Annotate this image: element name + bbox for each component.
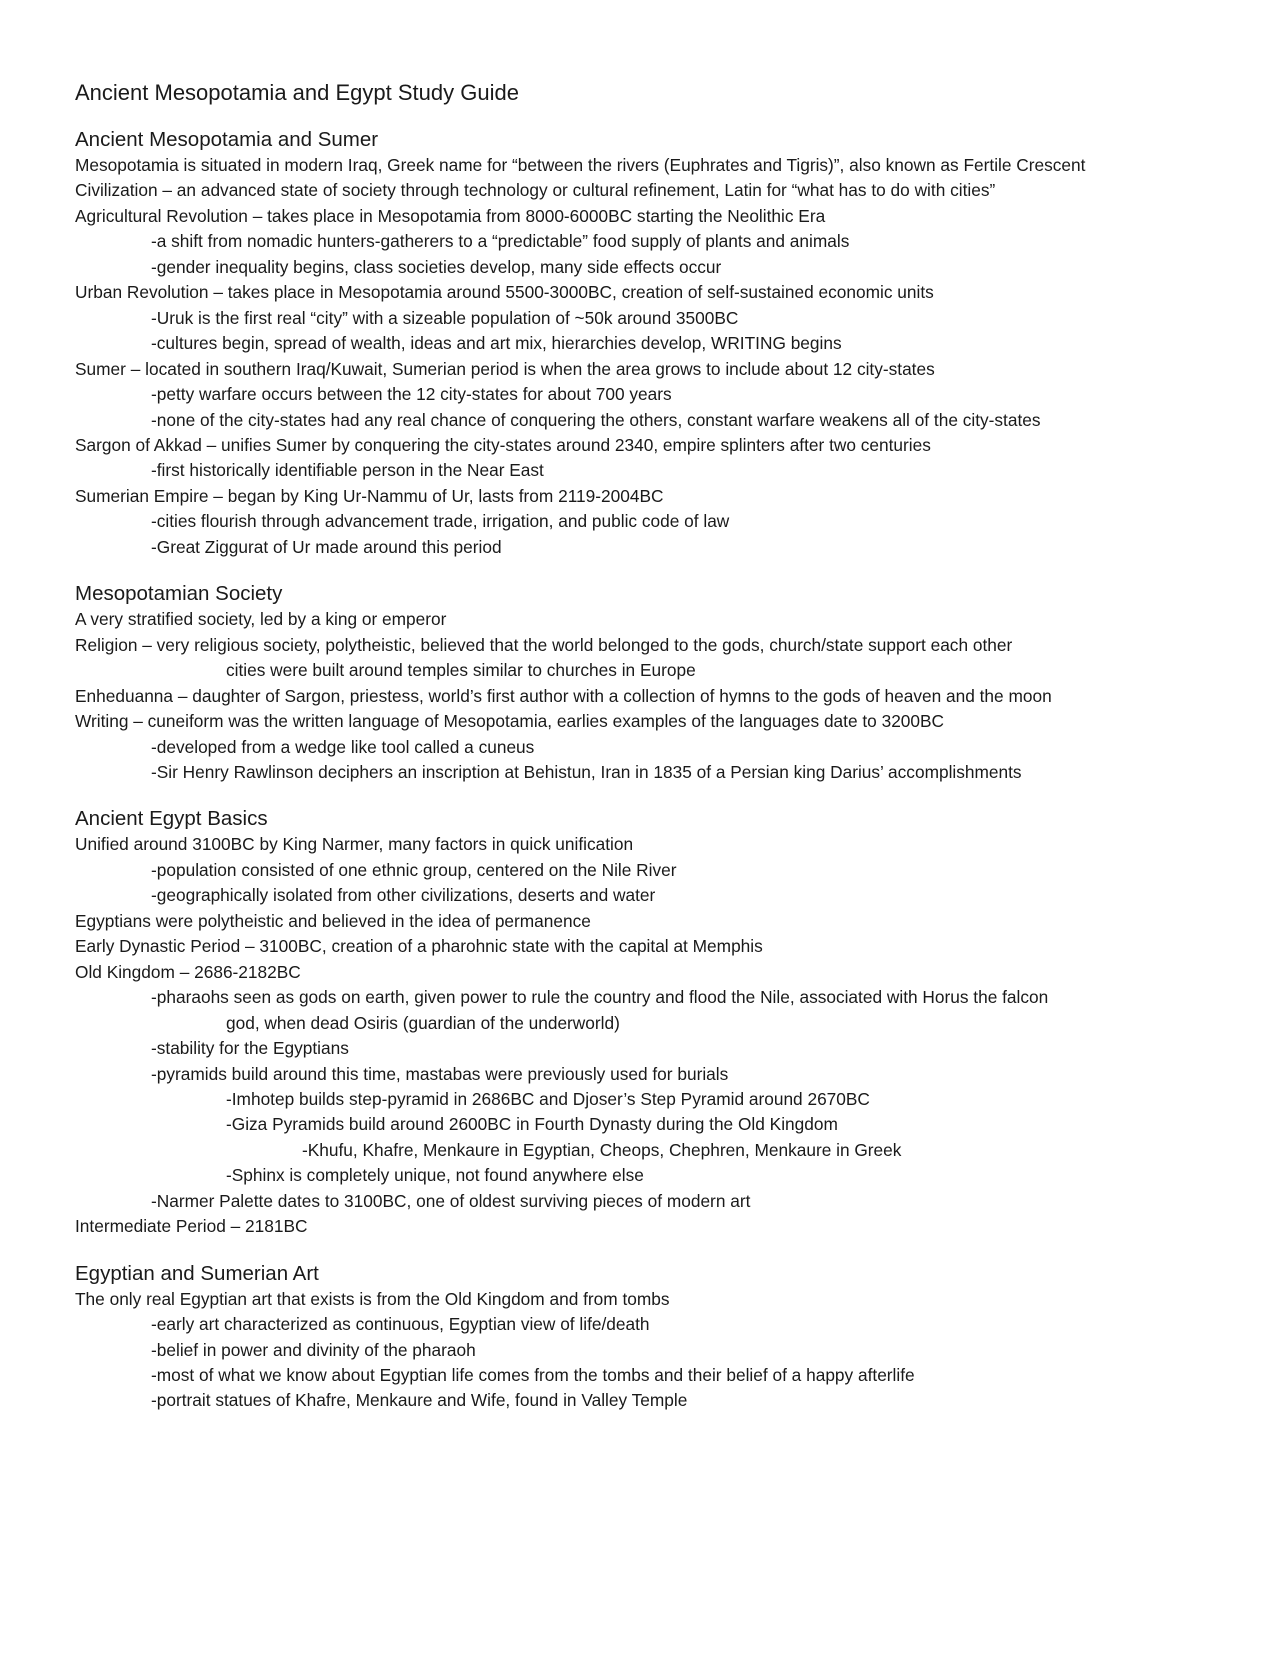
body-line: Early Dynastic Period – 3100BC, creation of a pharohnic state with the capital at Memphis <box>75 936 763 957</box>
bullet-line: -Uruk is the first real “city” with a sizeable population of ~50k around 3500BC <box>151 307 739 328</box>
bullet-line: -Narmer Palette dates to 3100BC, one of oldest surviving pieces of modern art <box>151 1190 751 1211</box>
bullet-line: -Imhotep builds step-pyramid in 2686BC and Djoser’s Step Pyramid around 2670BC <box>226 1088 870 1109</box>
bullet-line: -stability for the Egyptians <box>151 1038 349 1059</box>
section-heading: Mesopotamian Society <box>75 582 283 606</box>
document-title: Ancient Mesopotamia and Egypt Study Guide <box>75 80 519 105</box>
bullet-line: -none of the city-states had any real chance of conquering the others, constant warfare weakens all of the city-states <box>151 409 1041 430</box>
body-line: Sargon of Akkad – unifies Sumer by conquering the city-states around 2340, empire splinters after two centuries <box>75 434 931 455</box>
bullet-line: -population consisted of one ethnic group, centered on the Nile River <box>151 859 677 880</box>
bullet-line: -first historically identifiable person in the Near East <box>151 460 544 481</box>
document-page <box>75 78 1255 1434</box>
body-line: Sumerian Empire – began by King Ur-Nammu of Ur, lasts from 2119-2004BC <box>75 485 664 506</box>
bullet-line: -Great Ziggurat of Ur made around this period <box>151 536 502 557</box>
section-heading: Egyptian and Sumerian Art <box>75 1261 319 1285</box>
bullet-line: -Sir Henry Rawlinson deciphers an inscription at Behistun, Iran in 1835 of a Persian king Darius’ accomplishments <box>151 761 1022 782</box>
section <box>75 580 1255 785</box>
bullet-line: -early art characterized as continuous, Egyptian view of life/death <box>151 1314 650 1335</box>
body-line: Civilization – an advanced state of society through technology or cultural refinement, Latin for “what has to do with cities” <box>75 180 996 201</box>
body-line: Unified around 3100BC by King Narmer, many factors in quick unification <box>75 834 634 855</box>
section-heading: Ancient Mesopotamia and Sumer <box>75 128 379 151</box>
body-line: Egyptians were polytheistic and believed in the idea of permanence <box>75 910 591 931</box>
body-line: Religion – very religious society, polytheistic, believed that the world belonged to the gods, church/state support each other <box>75 634 1013 655</box>
body-line: The only real Egyptian art that exists is from the Old Kingdom and from tombs <box>75 1288 670 1309</box>
body-line: Writing – cuneiform was the written language of Mesopotamia, earlies examples of the languages date to 3200BC <box>75 711 945 732</box>
bullet-line: god, when dead Osiris (guardian of the underworld) <box>226 1012 620 1033</box>
bullet-line: -developed from a wedge like tool called a cuneus <box>151 736 535 757</box>
bullet-line: -Khufu, Khafre, Menkaure in Egyptian, Cheops, Chephren, Menkaure in Greek <box>302 1139 902 1160</box>
bullet-line: -petty warfare occurs between the 12 city-states for about 700 years <box>151 384 672 405</box>
bullet-line: -geographically isolated from other civilizations, deserts and water <box>151 885 656 906</box>
body-line: Sumer – located in southern Iraq/Kuwait, Sumerian period is when the area grows to include about 12 city-states <box>75 358 935 379</box>
bullet-line: -portrait statues of Khafre, Menkaure and Wife, found in Valley Temple <box>151 1390 688 1411</box>
body-line: Mesopotamia is situated in modern Iraq, Greek name for “between the rivers (Euphrates and Tigris)”, also known as Fertile Crescent <box>75 155 1086 175</box>
document-body <box>75 126 1255 1414</box>
bullet-line: -pharaohs seen as gods on earth, given power to rule the country and flood the Nile, associated with Horus the falcon <box>151 987 1049 1008</box>
bullet-line: -belief in power and divinity of the pharaoh <box>151 1339 476 1360</box>
bullet-line: -a shift from nomadic hunters-gatherers to a “predictable” food supply of plants and animals <box>151 231 850 252</box>
body-line: Enheduanna – daughter of Sargon, priestess, world’s first author with a collection of hymns to the gods of heaven and the moon <box>75 685 1052 706</box>
bullet-line: -gender inequality begins, class societies develop, many side effects occur <box>151 256 722 277</box>
bullet-line: cities were built around temples similar to churches in Europe <box>226 660 696 681</box>
body-line: Old Kingdom – 2686-2182BC <box>75 961 301 982</box>
section <box>75 805 1255 1239</box>
body-line: A very stratified society, led by a king or emperor <box>75 609 447 630</box>
section <box>75 1260 1255 1414</box>
bullet-line: -pyramids build around this time, mastabas were previously used for burials <box>151 1063 729 1084</box>
body-line: Urban Revolution – takes place in Mesopotamia around 5500-3000BC, creation of self-sustained economic units <box>75 282 934 303</box>
body-line: Intermediate Period – 2181BC <box>75 1216 308 1237</box>
bullet-line: -Sphinx is completely unique, not found anywhere else <box>226 1165 644 1186</box>
body-line: Agricultural Revolution – takes place in Mesopotamia from 8000-6000BC starting the Neolithic Era <box>75 205 826 226</box>
section-heading: Ancient Egypt Basics <box>75 807 268 831</box>
bullet-line: -Giza Pyramids build around 2600BC in Fourth Dynasty during the Old Kingdom <box>226 1114 838 1135</box>
section <box>75 126 1255 560</box>
bullet-line: -most of what we know about Egyptian life comes from the tombs and their belief of a happy afterlife <box>151 1365 915 1386</box>
bullet-line: -cultures begin, spread of wealth, ideas and art mix, hierarchies develop, WRITING begins <box>151 333 842 354</box>
bullet-line: -cities flourish through advancement trade, irrigation, and public code of law <box>151 511 730 532</box>
